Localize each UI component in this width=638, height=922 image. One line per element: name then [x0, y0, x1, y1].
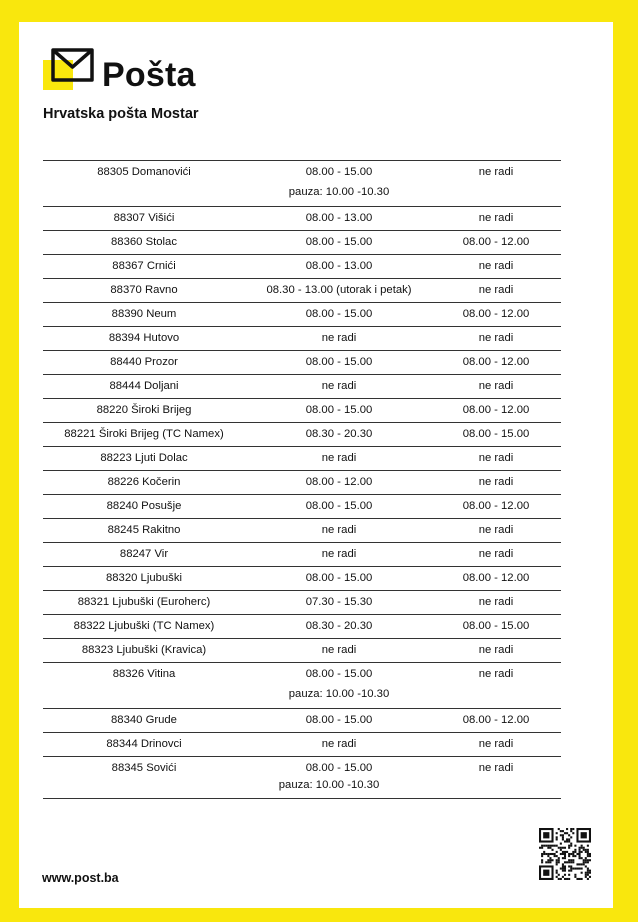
table-row [43, 566, 561, 590]
saturday-hours: 08.00 - 15.00 [462, 428, 530, 440]
qr-code-icon [539, 828, 591, 880]
saturday-hours: 08.00 - 12.00 [462, 404, 530, 416]
table-row [43, 278, 561, 302]
weekday-hours: 08.00 - 15.00 [305, 572, 373, 584]
saturday-hours: ne radi [478, 452, 514, 464]
table-row [43, 326, 561, 350]
saturday-hours: 08.00 - 12.00 [462, 500, 530, 512]
office-name: 88247 Vir [119, 548, 169, 560]
saturday-hours: 08.00 - 12.00 [462, 356, 530, 368]
saturday-hours: 08.00 - 15.00 [462, 620, 530, 632]
weekday-hours: 08.00 - 15.00 [305, 404, 373, 416]
weekday-hours: 08.00 - 15.00 [305, 762, 373, 774]
saturday-hours: ne radi [478, 380, 514, 392]
saturday-hours: 08.00 - 12.00 [462, 236, 530, 248]
table-row [43, 708, 561, 732]
weekday-hours: 08.00 - 13.00 [305, 212, 373, 224]
table-row [43, 756, 561, 798]
pause-note: pauza: 10.00 -10.30 [288, 688, 390, 700]
table-row [43, 662, 561, 708]
weekday-hours: 08.00 - 15.00 [305, 356, 373, 368]
office-name: 88360 Stolac [111, 236, 177, 248]
office-name: 88370 Ravno [110, 284, 178, 296]
office-name: 88223 Ljuti Dolac [100, 452, 188, 464]
weekday-hours: ne radi [321, 332, 357, 344]
table-row [43, 160, 561, 206]
table-row [43, 374, 561, 398]
saturday-hours: ne radi [478, 166, 514, 178]
saturday-hours: ne radi [478, 212, 514, 224]
office-name: 88394 Hutovo [108, 332, 180, 344]
saturday-hours: ne radi [478, 332, 514, 344]
weekday-hours: 08.00 - 15.00 [305, 308, 373, 320]
weekday-hours: 08.00 - 12.00 [305, 476, 373, 488]
table-row [43, 230, 561, 254]
weekday-hours: 08.00 - 15.00 [305, 236, 373, 248]
weekday-hours: ne radi [321, 380, 357, 392]
pause-note: pauza: 10.00 -10.30 [278, 779, 380, 791]
table-row [43, 206, 561, 230]
weekday-hours: 08.30 - 20.30 [305, 428, 373, 440]
table-row [43, 542, 561, 566]
saturday-hours: ne radi [478, 524, 514, 536]
table-row [43, 446, 561, 470]
table-row [43, 638, 561, 662]
office-name: 88321 Ljubuški (Euroherc) [77, 596, 211, 608]
table-row [43, 422, 561, 446]
table-row [43, 590, 561, 614]
office-name: 88220 Široki Brijeg [96, 404, 192, 416]
working-hours-table [43, 160, 561, 799]
table-row [43, 614, 561, 638]
pause-note: pauza: 10.00 -10.30 [288, 186, 390, 198]
weekday-hours: 07.30 - 15.30 [305, 596, 373, 608]
weekday-hours: ne radi [321, 452, 357, 464]
office-name: 88245 Rakitno [107, 524, 181, 536]
saturday-hours: ne radi [478, 476, 514, 488]
saturday-hours: ne radi [478, 762, 514, 774]
office-name: 88240 Posušje [106, 500, 182, 512]
office-name: 88340 Grude [111, 714, 177, 726]
saturday-hours: 08.00 - 12.00 [462, 714, 530, 726]
office-name: 88390 Neum [111, 308, 177, 320]
saturday-hours: ne radi [478, 738, 514, 750]
office-name: 88344 Drinovci [106, 738, 182, 750]
office-name: 88444 Doljani [109, 380, 179, 392]
table-row [43, 254, 561, 278]
brand-name: Pošta [102, 56, 196, 94]
office-name: 88326 Vitina [112, 668, 176, 680]
weekday-hours: 08.00 - 15.00 [305, 668, 373, 680]
saturday-hours: ne radi [478, 644, 514, 656]
weekday-hours: 08.00 - 15.00 [305, 500, 373, 512]
weekday-hours: ne radi [321, 738, 357, 750]
weekday-hours: ne radi [321, 548, 357, 560]
table-row [43, 732, 561, 756]
office-name: 88367 Crnići [112, 260, 176, 272]
office-name: 88307 Višići [113, 212, 175, 224]
office-name: 88323 Ljubuški (Kravica) [81, 644, 207, 656]
saturday-hours: ne radi [478, 548, 514, 560]
saturday-hours: ne radi [478, 260, 514, 272]
envelope-icon [43, 48, 95, 92]
saturday-hours: ne radi [478, 668, 514, 680]
weekday-hours: 08.00 - 15.00 [305, 714, 373, 726]
office-name: 88226 Kočerin [107, 476, 181, 488]
posta-logo [43, 48, 243, 128]
table-row [43, 350, 561, 374]
office-name: 88221 Široki Brijeg (TC Namex) [64, 428, 224, 440]
brand-subtitle: Hrvatska pošta Mostar [43, 106, 199, 122]
office-name: 88440 Prozor [110, 356, 178, 368]
weekday-hours: 08.30 - 20.30 [305, 620, 373, 632]
website-link[interactable]: www.post.ba [42, 871, 119, 885]
weekday-hours: 08.30 - 13.00 (utorak i petak) [266, 284, 412, 296]
weekday-hours: 08.00 - 13.00 [305, 260, 373, 272]
table-row [43, 398, 561, 422]
table-row [43, 470, 561, 494]
office-name: 88322 Ljubuški (TC Namex) [73, 620, 215, 632]
weekday-hours: ne radi [321, 524, 357, 536]
weekday-hours: 08.00 - 15.00 [305, 166, 373, 178]
table-row [43, 302, 561, 326]
saturday-hours: ne radi [478, 284, 514, 296]
saturday-hours: 08.00 - 12.00 [462, 308, 530, 320]
table-row [43, 518, 561, 542]
saturday-hours: 08.00 - 12.00 [462, 572, 530, 584]
weekday-hours: ne radi [321, 644, 357, 656]
table-row [43, 494, 561, 518]
office-name: 88320 Ljubuški [105, 572, 182, 584]
office-name: 88345 Sovići [111, 762, 177, 774]
saturday-hours: ne radi [478, 596, 514, 608]
document-page [19, 22, 613, 908]
office-name: 88305 Domanovići [97, 166, 191, 178]
